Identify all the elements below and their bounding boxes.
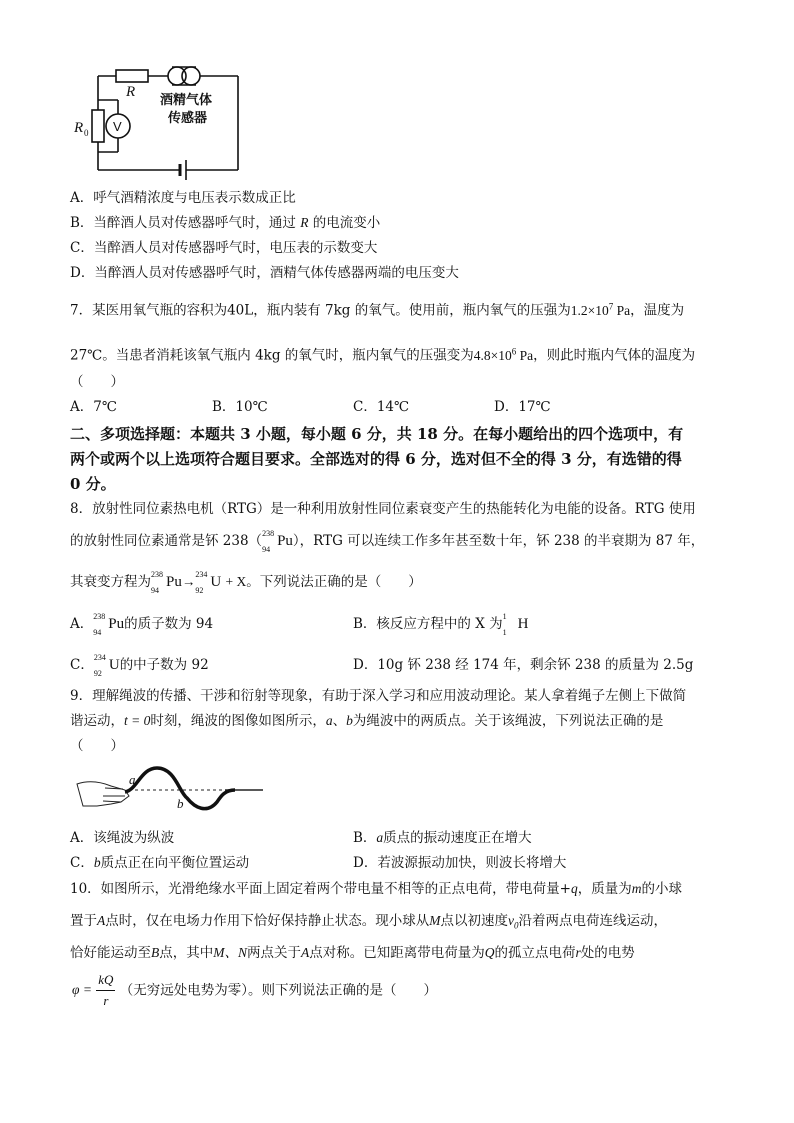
q10-line3-mid3: 点对称。已知距离带电荷量为 [309, 945, 485, 961]
q10-var-m-point: M [429, 913, 441, 928]
section2-line-1: 二、多项选择题：本题共 3 小题，每小题 6 分，共 18 分。在每小题给出的四个选项中，有 [70, 425, 684, 443]
q8-line-1: 8．放射性同位素热电机（RTG）是一种利用放射性同位素衰变产生的热能转化为电能的设备。RTG 使用 [70, 501, 696, 517]
q10-line1-pre: 10．如图所示，光滑绝缘水平面上固定着两个带电量不相等的正点电荷，带电荷量+ [70, 881, 571, 897]
circuit-label-v: V [113, 119, 122, 134]
q10-var-m: m [631, 881, 642, 896]
q7-p2-unit: Pa [519, 347, 534, 363]
circuit-label-r0-sub: 0 [84, 128, 89, 138]
q10-line-4 [72, 970, 437, 1011]
q7-line-2 [70, 341, 695, 366]
q8-line2-post: ），RTG 可以连续工作多年甚至数十年，钚 238 的半衰期为 87 年， [292, 533, 705, 549]
sensor-label-1: 酒精气体 [160, 93, 213, 108]
q7-p2 [474, 348, 533, 363]
q8-option-a [70, 612, 214, 637]
eq-nuclide-pu238 [151, 570, 182, 595]
wave-label-a: a [129, 772, 136, 787]
q10-var-q-big: Q [484, 945, 495, 960]
q10-line-3 [70, 943, 635, 963]
q9-line2-mid: 时刻，绳波的图像如图所示， [150, 713, 326, 729]
q9-var-b: b [346, 713, 353, 728]
q6-option-b-post: 的电流变小 [312, 215, 381, 231]
q9-option-c-var: b [93, 855, 101, 870]
q10-line-2 [70, 911, 667, 936]
wave-label-b: b [177, 796, 184, 811]
opt-a-pu-symbol: Pu [108, 616, 125, 632]
q8-line3-post: 。下列说法正确的是（ ） [246, 574, 422, 590]
q8-line-3 [70, 570, 422, 595]
q8-option-a-post: 的质子数为 94 [124, 616, 214, 632]
q8-option-a-pre: A． [70, 616, 94, 632]
q9-line2-pre: 谐运动， [70, 713, 124, 729]
rope-wave-figure [75, 762, 265, 820]
h-symbol: H [517, 616, 529, 632]
q9-option-c-pre: C． [70, 855, 94, 871]
opt-a-pu-num: 94 [93, 628, 102, 637]
opt-a-pu-mass: 238 [93, 612, 106, 621]
v0-sub: 0 [514, 920, 519, 931]
h-num: 1 [502, 628, 507, 637]
q7-option-a: A．7℃ [70, 399, 117, 415]
q10-line3-post: 处的电势 [580, 945, 635, 961]
q7-option-c: C．14℃ [353, 399, 410, 415]
q10-line3-pre: 恰好能运动至 [70, 945, 151, 961]
q10-line1-mid: ，质量为 [577, 881, 632, 897]
pu-mass-number: 238 [262, 529, 275, 538]
q7-line2-pre: 27℃。当患者消耗该氧气瓶内 4kg 的氧气时，瓶内氧气的压强变为 [70, 347, 474, 364]
q9-option-c [70, 853, 249, 873]
q10-var-b: B [151, 945, 160, 960]
q9-option-b-post: 质点的振动速度正在增大 [383, 830, 532, 846]
opt-c-u-mass: 234 [93, 653, 106, 662]
q9-option-b-pre: B． [353, 830, 377, 846]
q10-line2-mid2: 点以初速度 [440, 913, 508, 929]
potential-phi: φ = [72, 982, 92, 997]
q10-line3-mid: 点，其中 [159, 945, 214, 961]
opt-a-nuclide-pu238 [93, 612, 125, 637]
pu-symbol: Pu [277, 533, 293, 549]
q7-line1-post: ，温度为 [630, 302, 685, 319]
q7-p1 [571, 303, 630, 318]
q7-p1-exponent: 7 [608, 301, 614, 311]
q9-option-b-var: a [376, 830, 384, 845]
q8-option-c [70, 653, 209, 678]
decay-arrow: → [181, 574, 196, 589]
q9-option-c-post: 质点正在向平衡位置运动 [100, 855, 250, 871]
eq-pu-symbol: Pu [166, 574, 182, 590]
q6-option-b-var: R [300, 215, 309, 230]
q10-var-mn: M、N [213, 945, 247, 960]
q8-option-d: D．10g 钚 238 经 174 年，剩余钚 238 的质量为 2.5g [353, 657, 694, 673]
potential-fraction [96, 970, 115, 1011]
q10-line2-post: 沿着两点电荷连线运动， [518, 913, 667, 929]
q8-option-b [353, 612, 529, 637]
eq-pu-num: 94 [151, 586, 159, 595]
q8-line2-pre: 的放射性同位素通常是钚 238（ [70, 533, 263, 549]
fraction-numerator: kQ [96, 970, 115, 991]
section2-line-2: 两个或两个以上选项符合题目要求。全部选对的得 6 分，选对但不全的得 3 分，有选错的得 [70, 450, 682, 468]
eq-u-num: 92 [195, 586, 204, 595]
opt-b-nuclide-h1 [502, 612, 529, 637]
q10-line4-post: （无穷远处电势为零）。则下列说法正确的是（ ） [119, 982, 437, 999]
q9-var-a: a [325, 713, 333, 728]
opt-c-nuclide-u234 [93, 653, 120, 678]
q7-line2-post: ，则此时瓶内气体的温度为 [533, 347, 696, 364]
q8-line3-pre: 其衰变方程为 [70, 574, 151, 590]
q6-option-b [70, 213, 380, 233]
q10-line3-mid2: 两点关于 [247, 945, 301, 961]
h-mass: 1 [502, 612, 507, 621]
q10-var-a-2: A [301, 945, 310, 960]
q10-var-r: r [575, 945, 581, 960]
q7-line1-pre: 7．某医用氧气瓶的容积为40L，瓶内装有 7kg 的氧气。使用前，瓶内氧气的压强为 [70, 302, 571, 319]
q9-sep: 、 [332, 713, 347, 729]
q9-paren: （ ） [70, 738, 124, 754]
eq-plus-x: + X [225, 574, 247, 589]
sensor-label-2: 传感器 [168, 111, 208, 126]
q10-var-a: A [97, 913, 106, 928]
q9-time-eq: t = 0 [124, 713, 151, 728]
q10-var-v0 [508, 913, 519, 931]
q10-var-q: q [571, 881, 578, 896]
q7-paren: （ ） [70, 374, 124, 390]
q6-option-c: C．当醉酒人员对传感器呼气时，电压表的示数变大 [70, 240, 378, 256]
circuit-label-r: R [126, 84, 136, 100]
fraction-denominator: r [103, 993, 109, 1008]
q9-line-2 [70, 711, 663, 731]
q7-p1-unit: Pa [616, 302, 631, 318]
q9-option-a: A．该绳波为纵波 [70, 830, 175, 846]
q8-line-2 [70, 529, 705, 554]
nuclide-pu238 [262, 529, 293, 554]
eq-pu-mass: 238 [151, 570, 163, 579]
q6-option-a: A．呼气酒精浓度与电压表示数成正比 [70, 190, 296, 206]
q7-option-d: D．17℃ [494, 399, 551, 415]
q10-line3-mid4: 的孤立点电荷 [494, 945, 576, 961]
eq-nuclide-u234 [195, 570, 222, 595]
q9-option-b [353, 828, 532, 848]
q8-option-c-pre: C． [70, 657, 94, 673]
q9-option-d: D．若波源振动加快，则波长将增大 [353, 855, 567, 871]
q8-option-c-post: 的中子数为 92 [119, 657, 209, 673]
q6-option-d: D．当醉酒人员对传感器呼气时，酒精气体传感器两端的电压变大 [70, 265, 459, 281]
q7-p2-mantissa: 4.8×10 [473, 347, 512, 363]
eq-u-mass: 234 [195, 570, 208, 579]
q10-line2-pre: 置于 [70, 913, 97, 929]
q9-line-1: 9．理解绳波的传播、干涉和衍射等现象，有助于深入学习和应用波动理论。某人拿着绳子左侧上下做简 [70, 688, 687, 704]
q6-option-b-pre: B．当醉酒人员对传感器呼气时，通过 [70, 215, 296, 231]
q10-line-1 [70, 879, 682, 899]
q8-option-b-pre: B．核反应方程中的 X 为 [353, 616, 503, 632]
q10-line2-mid: 点时，仅在电场力作用下恰好保持静止状态。现小球从 [105, 913, 430, 929]
pu-atomic-number: 94 [262, 545, 271, 554]
q7-option-b: B．10℃ [212, 399, 268, 415]
section2-line-3: 0 分。 [70, 475, 116, 493]
q10-line1-post: 的小球 [641, 881, 682, 897]
opt-c-u-symbol: U [108, 657, 120, 673]
circuit-label-r0: R [74, 120, 84, 136]
q7-line-1 [70, 296, 684, 321]
opt-c-u-num: 92 [93, 669, 102, 678]
eq-u-symbol: U [210, 574, 222, 590]
q7-p2-exponent: 6 [511, 346, 517, 356]
q9-line2-post: 为绳波中的两质点。关于该绳波，下列说法正确的是 [352, 713, 664, 729]
q7-p1-mantissa: 1.2×10 [570, 302, 609, 318]
v0-v: v [508, 913, 514, 928]
circuit-diagram [70, 62, 250, 180]
